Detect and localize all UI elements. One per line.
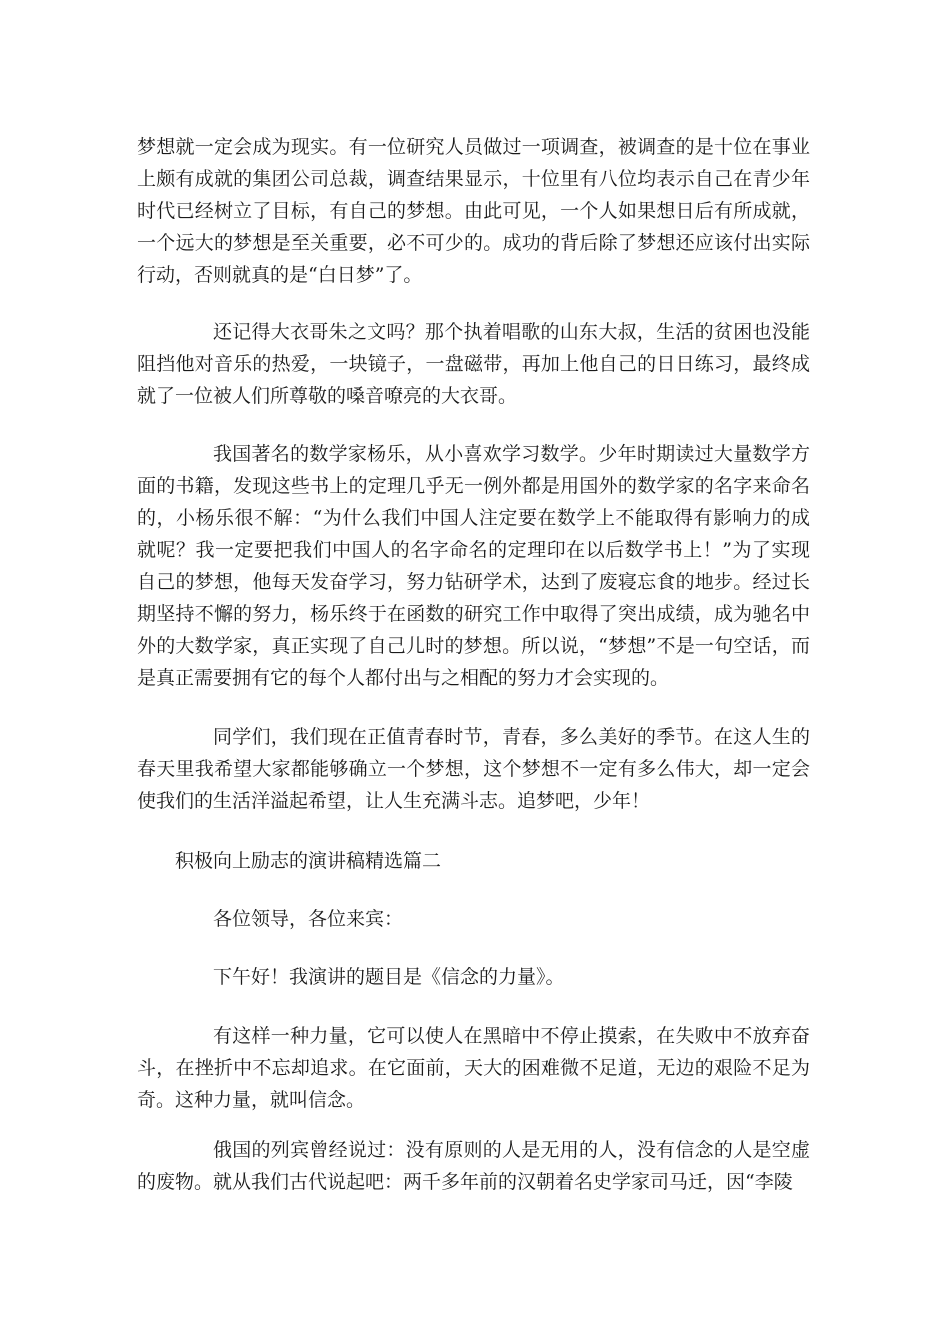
paragraph-repin: 俄国的列宾曾经说过：没有原则的人是无用的人，没有信念的人是空虚的废物。就从我们古代说起吧：两千多年前的汉朝着名史学家司马迁，因“李陵: [137, 1139, 810, 1193]
paragraph-dayige: 还记得大衣哥朱之文吗？那个执着唱歌的山东大叔，生活的贫困也没能阻挡他对音乐的热爱，一块镜子，一盘磁带，再加上他自己的日日练习，最终成就了一位被人们所尊敬的嗓音嘹亮的大衣哥。: [137, 321, 810, 407]
greeting-line: 各位领导，各位来宾：: [213, 908, 404, 930]
section-heading: 积极向上励志的演讲稿精选篇二: [175, 850, 442, 872]
paragraph-power-of-belief: 有这样一种力量，它可以使人在黑暗中不停止摸索，在失败中不放弃奋斗，在挫折中不忘却追求。在它面前，天大的困难微不足道，无边的艰险不足为奇。这种力量，就叫信念。: [137, 1025, 810, 1111]
paragraph-students: 同学们，我们现在正值青春时节，青春，多么美好的季节。在这人生的春天里我希望大家都能够确立一个梦想，这个梦想不一定有多么伟大，却一定会使我们的生活洋溢起希望，让人生充满斗志。追梦吧，少年！: [137, 726, 810, 812]
speech-title-line: 下午好！我演讲的题目是《信念的力量》。: [213, 966, 565, 988]
paragraph-dream-reality: 梦想就一定会成为现实。有一位研究人员做过一项调查，被调查的是十位在事业上颇有成就的集团公司总裁，调查结果显示，十位里有八位均表示自己在青少年时代已经树立了目标，有自己的梦想。由此可见，一个人如果想日后有所成就，一个远大的梦想是至关重要，必不可少的。成功的背后除了梦想还应该付出实际行动，否则就真的是“白日梦”了。: [137, 136, 810, 286]
paragraph-yangle: 我国著名的数学家杨乐，从小喜欢学习数学。少年时期读过大量数学方面的书籍，发现这些书上的定理几乎无一例外都是用国外的数学家的名字来命名的，小杨乐很不解：“为什么我们中国人注定要在数学上不能取得有影响力的成就呢？我一定要把我们中国人的名字命名的定理印在以后数学书上！”为了实现自己的梦想，他每天发奋学习，努力钻研学术，达到了废寝忘食的地步。经过长期坚持不懈的努力，杨乐终于在函数的研究工作中取得了突出成绩，成为驰名中外的大数学家，真正实现了自己儿时的梦想。所以说，“梦想”不是一句空话，而是真正需要拥有它的每个人都付出与之相配的努力才会实现的。: [137, 443, 810, 689]
